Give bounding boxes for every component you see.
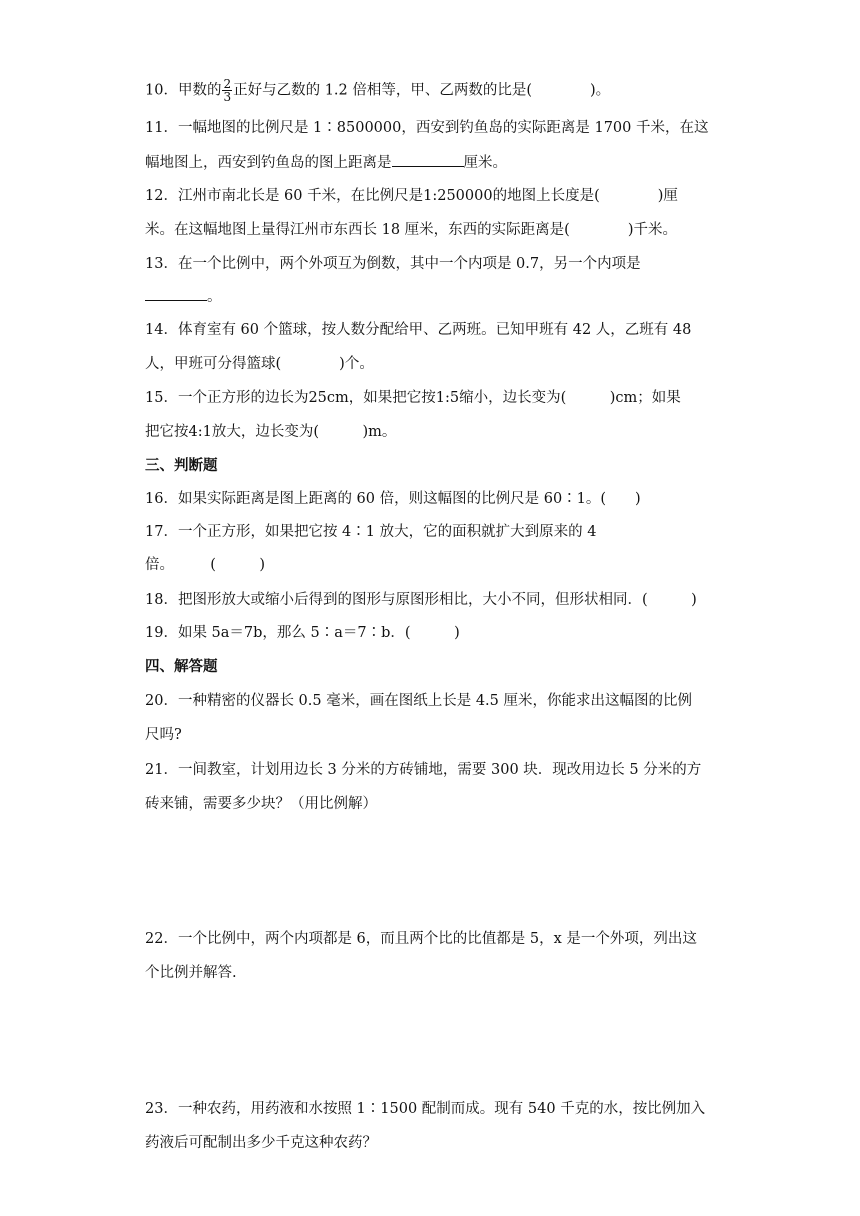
question-18: 18．把图形放大或缩小后得到的图形与原图形相比，大小不同，但形状相同．( ) [145,592,697,608]
section-heading-solve: 四、解答题 [145,659,218,675]
question-19: 19．如果 5a＝7b，那么 5∶a＝7∶b．( ) [145,625,460,641]
question-13-line-2 [145,286,222,307]
question-21-line-2: 砖来铺，需要多少块？（用比例解） [145,796,377,812]
question-11-text-start: 幅地图上，西安到钓鱼岛的图上距离是 [145,155,392,171]
question-13-text-end: 。 [207,289,222,305]
question-21-line-1: 21．一间教室，计划用边长 3 分米的方砖铺地，需要 300 块．现改用边长 5 分米的方 [145,762,702,778]
question-20-line-1: 20．一种精密的仪器长 0.5 毫米，画在图纸上长是 4.5 厘米，你能求出这幅图的比例 [145,693,693,709]
question-15-line-1: 15．一个正方形的边长为25cm，如果把它按1:5缩小，边长变为( )cm；如果 [145,390,681,406]
question-11-line-1: 11．一幅地图的比例尺是 1∶8500000，西安到钓鱼岛的实际距离是 1700 千米，在这 [145,120,709,136]
question-23-line-2: 药液后可配制出多少千克这种农药？ [145,1135,377,1151]
question-20-line-2: 尺吗? [145,727,182,743]
answer-blank[interactable] [145,286,207,301]
question-11-text-end: 厘米。 [463,155,507,171]
question-10-text-start: 10．甲数的 [145,82,222,99]
question-17-line-1: 17．一个正方形，如果把它按 4∶1 放大，它的面积就扩大到原来的 4 [145,524,597,540]
question-17-line-2: 倍。 ( ) [145,557,266,573]
question-15-line-2: 把它按4:1放大，边长变为( )m。 [145,424,397,440]
fraction-denominator: 3 [223,90,232,104]
question-16: 16．如果实际距离是图上距离的 60 倍，则这幅图的比例尺是 60∶1。( ) [145,491,641,507]
question-23-line-1: 23．一种农药，用药液和水按照 1∶1500 配制而成。现有 540 千克的水，按比例加入 [145,1101,706,1117]
question-12-line-2: 米。在这幅地图上量得江州市东西长 18 厘米，东西的实际距离是( )千米。 [145,222,677,238]
fraction-two-thirds [222,78,232,103]
question-14-line-1: 14．体育室有 60 个篮球，按人数分配给甲、乙两班。已知甲班有 42 人，乙班有 48 [145,322,692,338]
question-10 [145,78,610,103]
question-22-line-2: 个比例并解答. [145,965,237,981]
answer-blank[interactable] [392,152,464,167]
question-11-line-2 [145,152,507,173]
question-22-line-1: 22．一个比例中，两个内项都是 6，而且两个比的比值都是 5，x 是一个外项，列出这 [145,931,697,947]
question-12-line-1: 12．江州市南北长是 60 千米，在比例尺是1:250000的地图上长度是( )厘 [145,188,678,204]
section-heading-judgement: 三、判断题 [145,458,218,474]
question-10-text-end: 正好与乙数的 1.2 倍相等，甲、乙两数的比是( )。 [233,82,611,99]
question-14-line-2: 人，甲班可分得篮球( )个。 [145,356,374,372]
fraction-numerator: 2 [223,77,232,91]
question-13-line-1: 13．在一个比例中，两个外项互为倒数，其中一个内项是 0.7，另一个内项是 [145,256,641,272]
